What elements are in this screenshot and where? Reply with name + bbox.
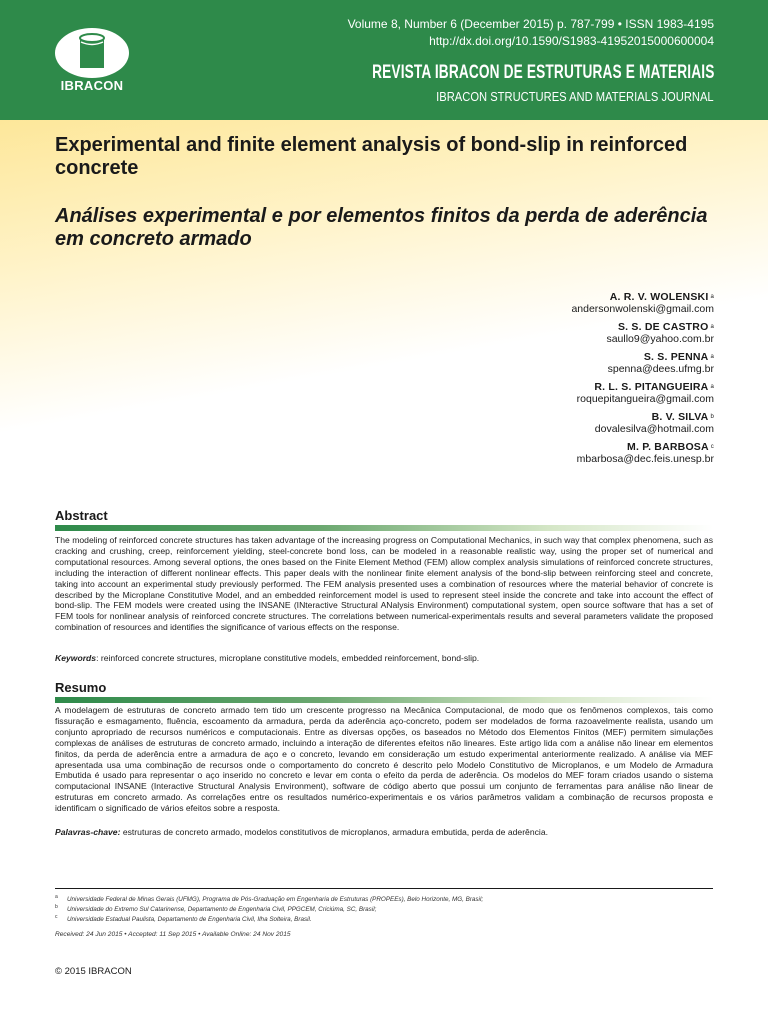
volume-line: Volume 8, Number 6 (December 2015) p. 787-799 • ISSN 1983-4195 — [347, 17, 714, 31]
author-name: S. S. DE CASTRO — [617, 321, 709, 333]
affiliation-text: Universidade Estadual Paulista, Departamento de Engenharia Civil, Ilha Solteira, Brasil. — [67, 916, 312, 924]
resumo-heading: Resumo — [55, 680, 107, 695]
affiliation-mark: b — [710, 414, 714, 420]
copyright-notice: © 2015 IBRACON — [55, 966, 132, 977]
author-list — [394, 291, 714, 471]
abstract-divider — [55, 525, 713, 531]
author-entry — [394, 441, 714, 465]
abstract-keywords — [55, 653, 713, 664]
article-title-portuguese: Análises experimental e por elementos finitos da perda de aderência em concreto armado — [55, 205, 708, 250]
author-name: S. S. PENNA — [643, 351, 709, 363]
affiliation-mark: a — [710, 384, 714, 390]
author-email[interactable]: spenna@dees.ufmg.br — [607, 363, 714, 375]
keywords-label: Keywords — [55, 653, 97, 663]
author-entry — [394, 351, 714, 375]
author-entry — [394, 411, 714, 435]
doi-link[interactable]: http://dx.doi.org/10.1590/S1983-41952015000600004 — [429, 34, 714, 48]
author-name: B. V. SILVA — [651, 411, 709, 423]
publication-dates: Received: 24 Jun 2015 • Accepted: 11 Sep 2015 • Available Online: 24 Nov 2015 — [55, 931, 291, 938]
resumo-divider — [55, 697, 713, 703]
author-entry — [394, 381, 714, 405]
affiliation-mark: c — [710, 444, 714, 450]
affiliation-mark: a — [710, 354, 714, 360]
author-name: A. R. V. WOLENSKI — [609, 291, 709, 303]
affiliation-text: Universidade do Extremo Sul Catarinense, Departamento de Engenharia Civil, PPGCEM, Criciúma, SC, Brasil; — [67, 906, 377, 914]
abstract-heading: Abstract — [55, 508, 108, 523]
palavras-chave-label: Palavras-chave: — [55, 827, 121, 837]
affiliation-mark: a — [710, 324, 714, 330]
journal-title: REVISTA IBRACON DE ESTRUTURAS E MATERIAIS — [371, 62, 714, 83]
palavras-chave-list: estruturas de concreto armado, modelos constitutivos de microplanos, armadura embutida, perda de aderência. — [120, 827, 548, 837]
author-entry — [394, 291, 714, 315]
affiliation-text: Universidade Federal de Minas Gerais (UFMG), Programa de Pós-Graduação em Engenharia de Estruturas (PROPEEs), Belo Horizonte, MG, Brasil; — [67, 896, 484, 904]
keywords-list: : reinforced concrete structures, microplane constitutive models, embedded reinforcement, bond-slip. — [96, 653, 480, 663]
affiliation-c — [55, 913, 713, 925]
affiliation-mark: c — [55, 914, 58, 920]
footnote-divider — [55, 888, 713, 889]
logo-text: IBRACON — [60, 78, 124, 93]
author-email[interactable]: andersonwolenski@gmail.com — [571, 303, 714, 315]
article-title-english: Experimental and finite element analysis of bond-slip in reinforced concrete — [55, 134, 688, 179]
journal-header — [0, 0, 768, 120]
resumo-text: A modelagem de estruturas de concreto armado tem tido um crescente progresso na Mecânica Computacional, de modo que os fenômenos complexos, tais como fissuração e esmagamento, fluência, escoamento da armadura, perda da aderência aço-concreto, podem ser modelados de forma razoavelmente realista, usando um conjunto apropriado de recursos numéricos e computacionais. Entre as diversas opções, os baseados no Método dos Elementos Finitos (MEF) permitem simulações complexas de análises de estruturas de concreto armado, incluindo a interação de diferentes efeitos não lineares. Este artigo lida com a análise não linear em elementos finitos, da perda de aderência entre a armadura de aço e o concreto, levando em consideração um estudo experimental anteriormente realizado. A análise via MEF apresentada usa uma combinação de recursos onde o comportamento do concreto é descrito pelo Modelo Constitutivo de Microplanos, e um Modelo de Armadura Embutida é usado para representar o aço inserido no concreto e levar em conta o efeito da perda de aderência. Os modelos do MEF foram criados usando o sistema computacional INSANE (Interactive Structural Analysis Environment), software de código aberto que possui um conjunto de ferramentas para análise não linear de estruturas em concreto armado. As correlações entre os resultados numérico-experimentais e os vários parâmetros validam a combinação de recursos proposta e identificam o significado de vários efeitos sobre a resposta. — [55, 705, 713, 814]
affiliation-mark: b — [55, 904, 58, 910]
author-email[interactable]: dovalesilva@hotmail.com — [594, 423, 714, 435]
author-email[interactable]: saullo9@yahoo.com.br — [606, 333, 714, 345]
affiliation-mark: a — [710, 294, 714, 300]
journal-subtitle: IBRACON STRUCTURES AND MATERIALS JOURNAL — [436, 89, 714, 104]
author-email[interactable]: roquepitangueira@gmail.com — [576, 393, 714, 405]
abstract-text: The modeling of reinforced concrete structures has taken advantage of the increasing progress on Computational Mechanics, in such way that complex phenomena, such as cracking and crushing, creep, reinforcement yielding, steel-concrete bond loss, can be modeled in a reasonable realistic way, using the proper set of numerical and computational resources. Among several options, the ones based on the Finite Element Method (FEM) allow complex analysis simulations of reinforced concrete structures, including the interaction of different nonlinear effects. This paper deals with the nonlinear finite element analysis of the bond-slip between reinforcing steel and concrete, taking into account an experimental study previously performed. The FEM analysis presented uses a combination of resources where the material behavior of concrete is described by the Microplane Constitutive Model, and an embedded reinforcement model is used to represent steel inside the concrete and take into account the effect of bond-slip. The FEM models were created using the INSANE (INteractive Structural ANalysis Environment) computational system, open source software that has a set of FEM tools for nonlinear analysis of reinforced concrete structures. The correlations between numerical-experimentals results and several parameters validate the proposed combination of resources and identifies the significance of various effects on the response. — [55, 535, 713, 633]
author-name: M. P. BARBOSA — [627, 441, 709, 453]
resumo-keywords — [55, 827, 713, 838]
affiliation-mark: a — [55, 894, 58, 900]
author-email[interactable]: mbarbosa@dec.feis.unesp.br — [576, 453, 714, 465]
author-entry — [394, 321, 714, 345]
author-name: R. L. S. PITANGUEIRA — [594, 381, 709, 393]
